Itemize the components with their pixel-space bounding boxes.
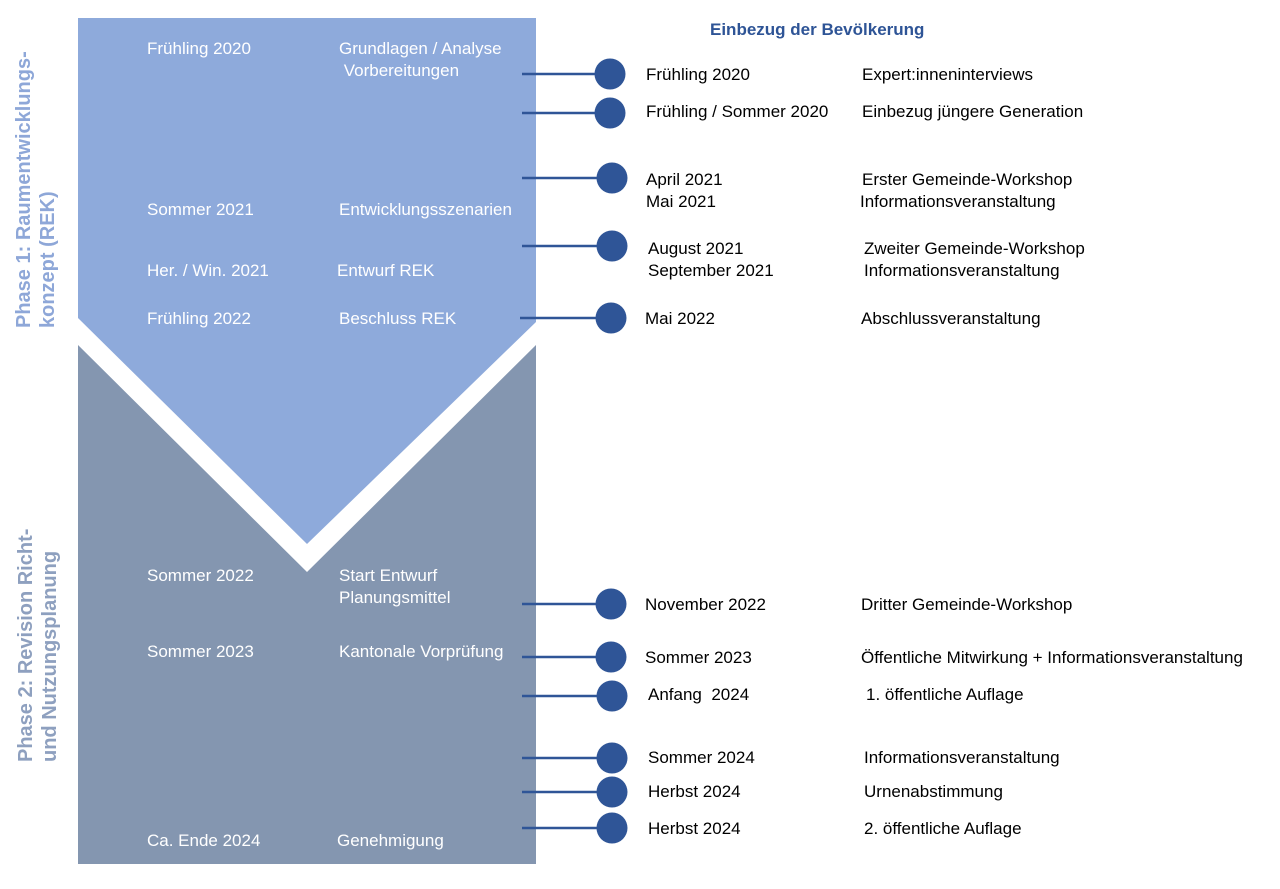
event-date: Frühling 2020 — [646, 65, 750, 84]
step-time: Sommer 2021 — [147, 200, 254, 219]
phase-1-label-line: Phase 1: Raumentwicklungs- — [13, 51, 35, 328]
event-date: Frühling / Sommer 2020 — [646, 102, 829, 121]
event-description: Informationsveranstaltung — [864, 748, 1060, 767]
event-marker — [597, 231, 628, 262]
event-description-line: Erster Gemeinde-Workshop — [862, 170, 1073, 189]
step-activity-line: Start Entwurf — [339, 566, 438, 585]
step-activity-line: Planungsmittel — [339, 588, 451, 607]
step-time: Her. / Win. 2021 — [147, 261, 269, 280]
involvement-header: Einbezug der Bevölkerung — [710, 20, 925, 39]
event-description: Abschlussveranstaltung — [861, 309, 1041, 328]
event-marker — [597, 681, 628, 712]
phase-2-label-line: Phase 2: Revision Richt- — [15, 528, 37, 762]
phase-1-label — [12, 51, 60, 328]
event-date — [646, 169, 723, 213]
step-time: Sommer 2023 — [147, 642, 254, 661]
event-description: Dritter Gemeinde-Workshop — [861, 595, 1073, 614]
event-description: 1. öffentliche Auflage — [866, 685, 1024, 704]
event-date-line: September 2021 — [648, 261, 774, 280]
step-activity-line: Grundlagen / Analyse — [339, 39, 502, 58]
event-description: Einbezug jüngere Generation — [862, 102, 1084, 121]
step-time: Sommer 2022 — [147, 566, 254, 585]
event-marker — [597, 777, 628, 808]
event-description: Expert:inneninterviews — [862, 65, 1034, 84]
event-description-line: Informationsveranstaltung — [860, 192, 1056, 211]
step-time: Ca. Ende 2024 — [147, 831, 261, 850]
event-date-line: August 2021 — [648, 239, 744, 258]
event-marker — [595, 59, 626, 90]
event-date: Herbst 2024 — [648, 819, 741, 838]
step-time: Frühling 2022 — [147, 309, 251, 328]
phase-2-label — [14, 529, 62, 762]
event-marker — [596, 303, 627, 334]
event-marker — [595, 98, 626, 129]
event-date: Herbst 2024 — [648, 782, 741, 801]
event-marker — [596, 642, 627, 673]
step-activity: Beschluss REK — [339, 309, 457, 328]
event-date — [648, 238, 774, 282]
event-marker — [597, 163, 628, 194]
step-activity: Genehmigung — [337, 831, 444, 850]
event-date: Sommer 2024 — [648, 748, 755, 767]
phase-1-label-line: konzept (REK) — [37, 191, 59, 328]
event-date: Sommer 2023 — [645, 648, 752, 667]
event-marker — [597, 813, 628, 844]
event-description: Öffentliche Mitwirkung + Informationsveranstaltung — [861, 648, 1243, 667]
step-activity-line: Vorbereitungen — [339, 61, 460, 80]
event-description-line: Zweiter Gemeinde-Workshop — [864, 239, 1085, 258]
event-date: Mai 2022 — [645, 309, 715, 328]
event-date-line: April 2021 — [646, 170, 723, 189]
step-activity — [339, 565, 451, 609]
event-description — [862, 169, 1072, 213]
event-description: 2. öffentliche Auflage — [864, 819, 1022, 838]
event-marker — [596, 589, 627, 620]
step-activity — [339, 38, 502, 82]
event-date-line: Mai 2021 — [646, 192, 716, 211]
event-date: November 2022 — [645, 595, 766, 614]
event-marker — [597, 743, 628, 774]
event-date: Anfang 2024 — [648, 685, 750, 704]
event-description: Urnenabstimmung — [864, 782, 1003, 801]
event-description-line: Informationsveranstaltung — [864, 261, 1060, 280]
step-activity: Kantonale Vorprüfung — [339, 642, 504, 661]
step-time: Frühling 2020 — [147, 39, 251, 58]
event-description — [864, 238, 1085, 282]
phase-2-label-line: und Nutzungsplanung — [39, 550, 61, 762]
step-activity: Entwurf REK — [337, 261, 435, 280]
step-activity: Entwicklungsszenarien — [339, 200, 512, 219]
